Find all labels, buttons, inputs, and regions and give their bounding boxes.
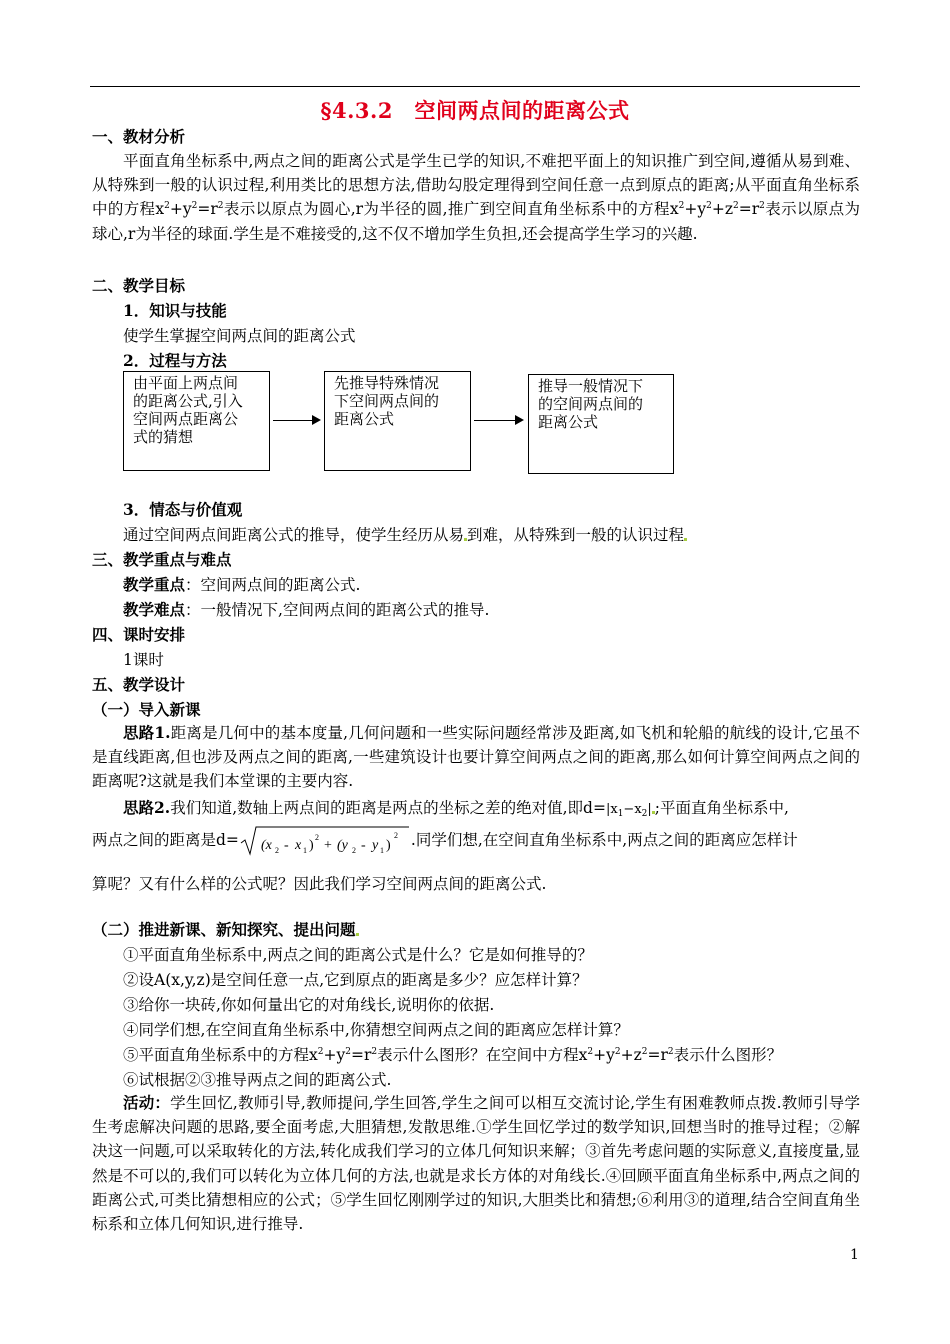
flow-box-1: 由平面上两点间 的距离公式,引入 空间两点距离公 式的猜想 xyxy=(123,371,270,471)
equation-sphere: $x^2+y^2+z^2=r^2$ xyxy=(669,200,765,219)
key-point: 教学重点：空间两点间的距离公式. xyxy=(123,575,361,594)
svg-text:2: 2 xyxy=(393,831,398,840)
header-rule xyxy=(90,86,860,87)
page-title: §4.3.2 空间两点间的距离公式 xyxy=(320,98,630,123)
svg-text:(x: (x xyxy=(260,838,272,853)
svg-text:-: - xyxy=(360,838,366,853)
page-number: 1 xyxy=(850,1247,859,1263)
svg-text:1: 1 xyxy=(302,846,307,855)
svg-text:y: y xyxy=(371,838,379,853)
equation-circle: $x^2+y^2=r^2$ xyxy=(155,200,224,219)
svg-text:): ) xyxy=(385,838,391,853)
flow-arrow-2 xyxy=(474,420,522,421)
knowledge-text: 使学生掌握空间两点间的距离公式 xyxy=(123,327,356,345)
section-heading-1: 一、教材分析 xyxy=(92,127,186,146)
svg-text:2: 2 xyxy=(274,846,279,855)
svg-text:(y: (y xyxy=(336,838,348,853)
values-text: 通过空间两点间距离公式的推导，使学生经历从易 到难，从特殊到一般的认识过程 xyxy=(123,523,687,545)
svg-text:2: 2 xyxy=(314,833,319,842)
flow-box-2: 先推导特殊情况 下空间两点间的 距离公式 xyxy=(324,371,471,471)
question-4: ④同学们想,在空间直角坐标系中,你猜想空间两点之间的距离应怎样计算？ xyxy=(123,1021,629,1039)
svg-text:x: x xyxy=(294,838,302,853)
section-heading-2: 二、教学目标 xyxy=(92,276,186,295)
section-heading-4: 四、课时安排 xyxy=(92,625,186,644)
flow-arrow-1 xyxy=(273,420,319,421)
part-heading-1: （一）导入新课 xyxy=(92,700,201,719)
question-2: ②设A(x,y,z)是空间任意一点,它到原点的距离是多少？应怎样计算？ xyxy=(123,971,588,989)
idea-2-line-3: 算呢？又有什么样的公式呢？因此我们学习空间两点间的距离公式. xyxy=(92,875,547,893)
idea-2-line-2: 两点之间的距离是d= (x 2 - x 1 ) 2 + (y 2 - y 1 ) 2 .同学们想,在空间直角坐标系中,两点之间的距离应怎样计 xyxy=(92,824,798,858)
section-1-paragraph: 平面直角坐标系中,两点之间的距离公式是学生已学的知识,不难把平面上的知识推广到空间,遵循从易到难、从特殊到一般的认识过程,利用类比的思想方法,借助勾股定理得到空间任意一点到原点的距离;从平面直角坐标系中的方程$x^2+y^2=r^2$表示以原点为圆心,r为半径的圆,推广到空间直角坐标系中的方程$x^2+y^2+z^2=r^2$表示以原点为球心,r为半径的球面.学生是不难接受的,这不仅不增加学生负担,还会提高学生学习的兴趣. xyxy=(92,152,860,243)
lesson-hours: 1课时 xyxy=(123,651,164,669)
question-5: ⑤平面直角坐标系中的方程$x^2+y^2=r^2$表示什么图形？在空间中方程$x^2+y^2+z^2=r^2$表示什么图形？ xyxy=(123,1046,783,1064)
question-1: ①平面直角坐标系中,两点之间的距离公式是什么？它是如何推导的？ xyxy=(123,946,593,964)
distance-formula xyxy=(239,824,411,858)
svg-text:): ) xyxy=(308,838,314,853)
mark-dot xyxy=(684,538,687,541)
subheading-values: 3．情态与价值观 xyxy=(123,500,243,519)
svg-text:2: 2 xyxy=(351,846,356,855)
subheading-knowledge: 1．知识与技能 xyxy=(123,301,227,320)
abs-formula: $|x_1-x_2|$ xyxy=(605,802,652,819)
svg-text:1: 1 xyxy=(379,846,384,855)
question-3: ③给你一块砖,你如何量出它的对角线长,说明你的依据. xyxy=(123,996,495,1014)
section-heading-3: 三、教学重点与难点 xyxy=(92,550,232,569)
difficult-point: 教学难点：一般情况下,空间两点间的距离公式的推导. xyxy=(123,600,490,619)
svg-text:-: - xyxy=(283,838,289,853)
idea-2-line-1: 思路2.我们知道,数轴上两点间的距离是两点的坐标之差的绝对值,即$d=|x_1-x_2|$ ;平面直角坐标系中, xyxy=(123,798,789,819)
part-heading-2: （二）推进新课、新知探究、提出问题 xyxy=(92,918,359,940)
activity-paragraph: 活动：学生回忆,教师引导,教师提问,学生回答,学生之间可以相互交流讨论,学生有困难教师点拨.教师引导学生考虑解决问题的思路,要全面考虑,大胆猜想,发散思维.①学生回忆学过的数学知识,回想当时的推导过程；②解决这一问题,可以采取转化的方法,转化成我们学习的立体几何知识来解；③首先考虑问题的实际意义,直接度量,显然是不可以的,我们可以转化为立体几何的方法,也就是求长方体的对角线长.④回顾平面直角坐标系中,两点之间的距离公式,可类比猜想相应的公式；⑤学生回忆刚刚学过的知识,大胆类比和猜想;⑥利用③的道理,结合空间直角坐标系和立体几何知识,进行推导. xyxy=(92,1093,860,1234)
mark-dot xyxy=(356,933,359,936)
section-heading-5: 五、教学设计 xyxy=(92,675,186,694)
subheading-process: 2．过程与方法 xyxy=(123,351,227,370)
flow-box-3: 推导一般情况下 的空间两点间的 距离公式 xyxy=(528,374,674,474)
svg-text:+: + xyxy=(323,838,332,853)
question-6: ⑥试根据②③推导两点之间的距离公式. xyxy=(123,1071,392,1089)
idea-1-paragraph: 思路1.距离是几何中的基本度量,几何问题和一些实际问题经常涉及距离,如飞机和轮船的航线的设计,它虽不是直线距离,但也涉及两点之间的距离,一些建筑设计也要计算空间两点之间的距离,那么如何计算空间两点之间的距离呢?这就是我们本堂课的主要内容. xyxy=(92,723,860,791)
